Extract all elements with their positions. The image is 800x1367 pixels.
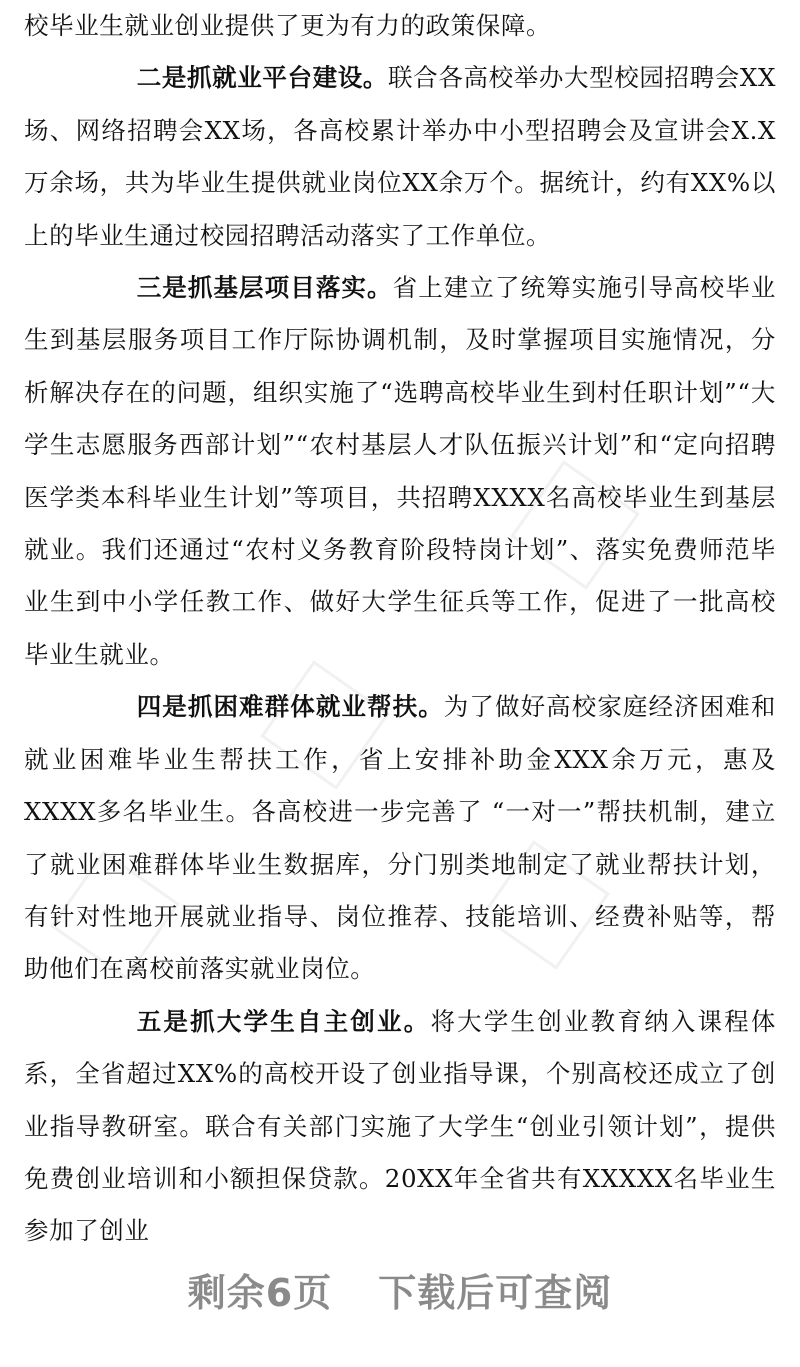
paragraph-lead: 五是抓大学生自主创业。 — [136, 1006, 431, 1036]
paragraph-text: 将大学生创业教育纳入课程体系，全省超过XX%的高校开设了创业指导课，个别高校还成立了创业指导教研室。联合有关部门实施了大学生“创业引领计划”，提供免费创业培训和小额担保贷款。20XX年全省共有XXXXX名毕业生参加了创业 — [24, 1006, 776, 1246]
download-prompt[interactable] — [0, 1262, 800, 1317]
paragraph-text: 省上建立了统筹实施引导高校毕业生到基层服务项目工作厅际协调机制，及时掌握项目实施情况，分析解决存在的问题，组织实施了“选聘高校毕业生到村任职计划”“大学生志愿服务西部计划”“农村基层人才队伍振兴计划”和“定向招聘医学类本科毕业生计划”等项目，共招聘XXXX名高校毕业生到基层就业。我们还通过“农村义务教育阶段特岗计划”、落实免费师范毕业生到中小学任教工作、做好大学生征兵等工作，促进了一批高校毕业生就业。 — [24, 273, 776, 669]
watermark-mark — [270, 670, 380, 780]
paragraph-lead: 三是抓基层项目落实。 — [136, 273, 393, 303]
paragraph-entrepreneurship — [24, 996, 776, 1258]
watermark-mark — [60, 860, 170, 970]
paragraph-text: 校毕业生就业创业提供了更为有力的政策保障。 — [24, 11, 552, 40]
watermark-mark — [490, 850, 600, 960]
watermark-mark — [520, 470, 630, 580]
paragraph-grassroots — [24, 262, 776, 681]
paragraph-platform — [24, 52, 776, 262]
paragraph-lead: 二是抓就业平台建设。 — [136, 63, 389, 93]
paragraph-text: 联合各高校举办大型校园招聘会XX场、网络招聘会XX场，各高校累计举办中小型招聘会及宣讲会X.X万余场，共为毕业生提供就业岗位XX余万个。据统计，约有XX%以上的毕业生通过校园招聘活动落实了工作单位。 — [24, 63, 777, 250]
document-body — [24, 0, 776, 1258]
remaining-pages-label: 剩余6页 — [187, 1271, 333, 1315]
paragraph-text: 为了做好高校家庭经济困难和就业困难毕业生帮扶工作，省上安排补助金XXX余万元，惠及XXXX多名毕业生。各高校进一步完善了 “一对一”帮扶机制，建立了就业困难群体毕业生数据库，分门别类地制定了就业帮扶计划，有针对性地开展就业指导、岗位推荐、技能培训、经费补贴等，帮助他们在离校前落实就业岗位。 — [24, 692, 776, 984]
paragraph-intro — [24, 0, 776, 52]
paragraph-lead: 四是抓困难群体就业帮扶。 — [136, 692, 444, 722]
download-to-view-label: 下载后可查阅 — [378, 1271, 613, 1315]
